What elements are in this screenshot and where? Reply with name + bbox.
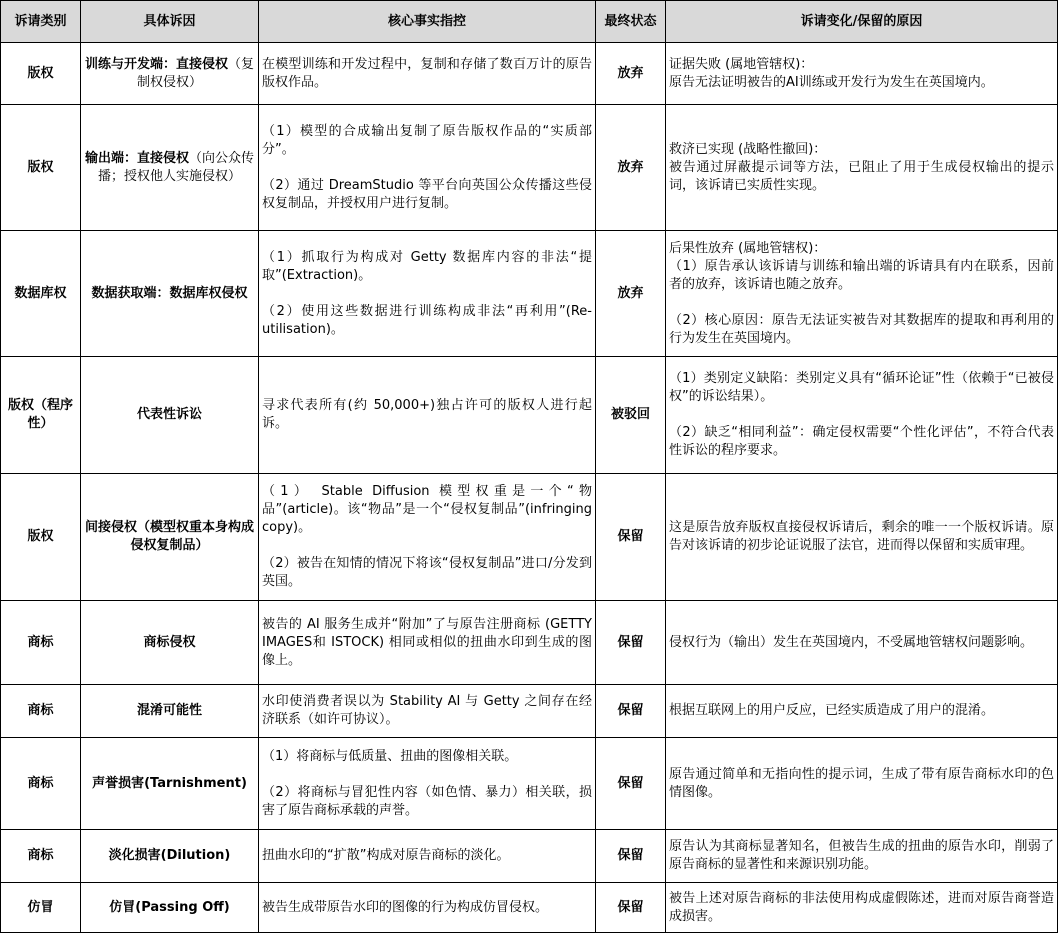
cause-title: 商标侵权 <box>143 634 196 650</box>
cause-cell <box>81 105 259 231</box>
status-cell: 保留 <box>596 738 666 830</box>
fact-text: （2）使用这些数据进行训练构成非法“再利用”(Re-utilisation)。 <box>262 303 592 337</box>
header-facts: 核心事实指控 <box>259 1 596 43</box>
category-cell: 商标 <box>1 738 81 830</box>
reason-cell <box>666 43 1058 105</box>
facts-cell <box>259 685 596 738</box>
facts-cell <box>259 601 596 685</box>
fact-text: （1）将商标与低质量、扭曲的图像相关联。 <box>262 748 518 764</box>
status-cell: 保留 <box>596 883 666 933</box>
fact-text: 被告的 AI 服务生成并“附加”了与原告注册商标 (GETTY IMAGES和 ISTOCK) 相同或相似的扭曲水印到生成的图像上。 <box>262 616 592 668</box>
category-cell: 版权 <box>1 43 81 105</box>
reason-cell <box>666 231 1058 357</box>
reason-cell <box>666 357 1058 474</box>
status-cell: 放弃 <box>596 43 666 105</box>
category-cell: 版权 <box>1 105 81 231</box>
reason-cell <box>666 601 1058 685</box>
cause-cell <box>81 738 259 830</box>
category-cell: 商标 <box>1 601 81 685</box>
reason-cell <box>666 474 1058 601</box>
cause-title: 代表性诉讼 <box>136 407 202 422</box>
reason-text: （1）类别定义缺陷：类别定义具有“循环论证”性（依赖于“已被侵权”的诉讼结果）。 <box>669 371 1054 404</box>
status-cell: 保留 <box>596 830 666 883</box>
category-cell: 商标 <box>1 830 81 883</box>
facts-cell <box>259 43 596 105</box>
fact-text: 水印使消费者误以为 Stability AI 与 Getty 之间存在经济联系（如许可协议）。 <box>262 694 592 727</box>
category-cell: 数据库权 <box>1 231 81 357</box>
cause-cell <box>81 830 259 883</box>
fact-text: 被告生成带原告水印的图像的行为构成仿冒侵权。 <box>262 899 549 915</box>
reason-text: （2）核心原因：原告无法证实被告对其数据库的提取和再利用的行为发生在英国境内。 <box>669 312 1054 346</box>
status-cell: 放弃 <box>596 231 666 357</box>
reason-text: 原告认为其商标显著知名，但被告生成的扭曲的原告水印，削弱了原告商标的显著性和来源识别功能。 <box>669 839 1054 872</box>
header-category: 诉请类别 <box>1 1 81 43</box>
fact-text: （1）模型的合成输出复制了原告版权作品的“实质部分”。 <box>262 123 592 157</box>
header-reason: 诉请变化/保留的原因 <box>666 1 1058 43</box>
facts-cell <box>259 738 596 830</box>
reason-cell <box>666 883 1058 933</box>
table-row <box>1 883 1058 933</box>
category-cell: 仿冒 <box>1 883 81 933</box>
reason-text: （1）原告承认该诉请与训练和输出端的诉请具有内在联系，因前者的放弃，该诉请也随之放弃。 <box>669 258 1054 292</box>
reason-text: 根据互联网上的用户反应，已经实质造成了用户的混淆。 <box>669 703 995 718</box>
facts-cell <box>259 883 596 933</box>
reason-text: 救济已实现 (战略性撤回)： <box>669 141 827 157</box>
reason-text: 后果性放弃 (属地管辖权)： <box>669 240 827 256</box>
facts-cell <box>259 357 596 474</box>
category-cell: 商标 <box>1 685 81 738</box>
cause-title: 数据获取端：数据库权侵权 <box>91 285 248 301</box>
reason-text: 原告通过简单和无指向性的提示词，生成了带有原告商标水印的色情图像。 <box>669 766 1054 800</box>
status-cell: 保留 <box>596 685 666 738</box>
cause-note: （向公众传播；授权他人实施侵权） <box>97 150 255 184</box>
table-row <box>1 830 1058 883</box>
header-status: 最终状态 <box>596 1 666 43</box>
fact-text: 寻求代表所有(约 50,000+)独占许可的版权人进行起诉。 <box>262 398 592 431</box>
cause-title: 仿冒(Passing Off) <box>109 899 230 915</box>
table-row <box>1 105 1058 231</box>
table-row <box>1 231 1058 357</box>
reason-text: 原告无法证明被告的AI训练或开发行为发生在英国境内。 <box>669 74 994 90</box>
cause-cell <box>81 357 259 474</box>
reason-text: 被告上述对原告商标的非法使用构成虚假陈述，进而对原告商誉造成损害。 <box>669 890 1054 924</box>
reason-text: 侵权行为（输出）发生在英国境内，不受属地管辖权问题影响。 <box>669 634 1034 650</box>
reason-text: 这是原告放弃版权直接侵权诉请后，剩余的唯一一个版权诉请。原告对该诉请的初步论证说服了法官，进而得以保留和实质审理。 <box>669 520 1054 553</box>
reason-cell <box>666 738 1058 830</box>
cause-cell <box>81 883 259 933</box>
reason-cell <box>666 685 1058 738</box>
table-row <box>1 43 1058 105</box>
fact-text: （1）抓取行为构成对 Getty 数据库内容的非法“提取”(Extraction)。 <box>262 249 592 283</box>
status-cell: 被驳回 <box>596 357 666 474</box>
cause-title: 混淆可能性 <box>136 703 202 718</box>
cause-title: 输出端：直接侵权 <box>84 150 189 166</box>
cause-title: 训练与开发端：直接侵权 <box>84 56 228 72</box>
cause-note: （复制权侵权） <box>136 56 255 90</box>
fact-text: （1） Stable Diffusion 模型权重是一个“物品”(article)。该“物品”是一个“侵权复制品”(infringing copy)。 <box>262 484 592 535</box>
header-cause: 具体诉因 <box>81 1 259 43</box>
header-row <box>1 1 1058 43</box>
table-row <box>1 601 1058 685</box>
table-row <box>1 685 1058 738</box>
fact-text: （2）被告在知情的情况下将该“侵权复制品”进口/分发到英国。 <box>262 556 592 589</box>
reason-cell <box>666 830 1058 883</box>
cause-cell <box>81 474 259 601</box>
reason-cell <box>666 105 1058 231</box>
fact-text: 在模型训练和开发过程中，复制和存储了数百万计的原告版权作品。 <box>262 56 592 90</box>
cause-title: 淡化损害(Dilution) <box>108 848 231 863</box>
cause-title: 声誉损害(Tarnishment) <box>92 775 247 791</box>
cause-title: 间接侵权（模型权重本身构成侵权复制品） <box>84 520 254 553</box>
category-cell: 版权 <box>1 474 81 601</box>
category-cell: 版权（程序性） <box>1 357 81 474</box>
cause-cell <box>81 601 259 685</box>
table-row <box>1 474 1058 601</box>
fact-text: （2）通过 DreamStudio 等平台向英国公众传播这些侵权复制品，并授权用户进行复制。 <box>262 177 592 211</box>
reason-text: 被告通过屏蔽提示词等方法，已阻止了用于生成侵权输出的提示词，该诉请已实质性实现。 <box>669 159 1054 193</box>
facts-cell <box>259 105 596 231</box>
cause-cell <box>81 43 259 105</box>
status-cell: 保留 <box>596 601 666 685</box>
table-row <box>1 738 1058 830</box>
fact-text: （2）将商标与冒犯性内容（如色情、暴力）相关联，损害了原告商标承载的声誉。 <box>262 784 592 818</box>
status-cell: 放弃 <box>596 105 666 231</box>
status-cell: 保留 <box>596 474 666 601</box>
cause-cell <box>81 685 259 738</box>
reason-text: 证据失败 (属地管辖权)： <box>669 56 814 72</box>
facts-cell <box>259 474 596 601</box>
table-row <box>1 357 1058 474</box>
reason-text: （2）缺乏“相同利益”：确定侵权需要“个性化评估”，不符合代表性诉讼的程序要求。 <box>669 425 1054 458</box>
facts-cell <box>259 830 596 883</box>
fact-text: 扭曲水印的“扩散”构成对原告商标的淡化。 <box>262 848 510 863</box>
cause-cell <box>81 231 259 357</box>
facts-cell <box>259 231 596 357</box>
